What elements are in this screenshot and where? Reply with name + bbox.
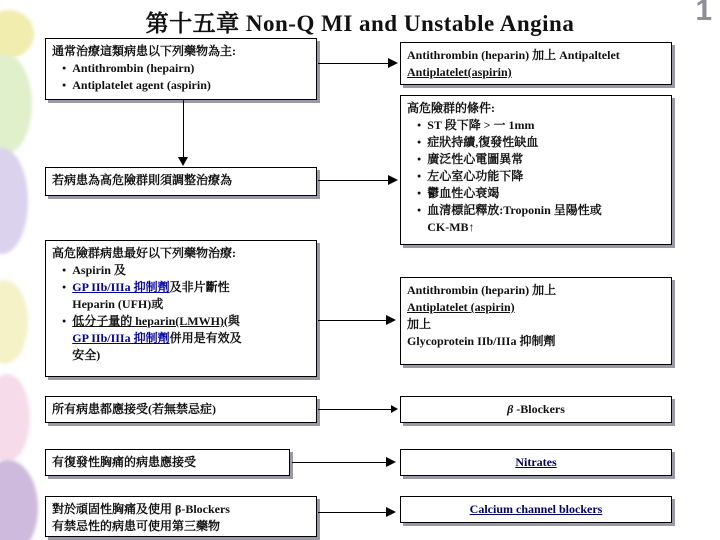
box-text: -Blockers: [513, 402, 565, 416]
right-box-nitrates: [400, 449, 672, 476]
arrowhead-down-icon: [178, 157, 188, 166]
bullet-icon: ●: [417, 189, 422, 197]
left-box-standard-treatment: [45, 38, 317, 100]
connector-line: [183, 100, 184, 157]
list-item: [407, 202, 665, 236]
connector-line: [292, 462, 386, 463]
box-text-line: 有禁忌性的病患可使用第三藥物: [52, 519, 221, 533]
calcium-channel-blockers-link[interactable]: Calcium channel blockers: [469, 502, 603, 516]
bullet-line: CK-MB↑: [427, 220, 475, 234]
slide-title: 第十五章 Non-Q MI and Unstable Angina: [145, 11, 575, 36]
bullet-text: 症狀持續,復發性缺血: [427, 135, 539, 149]
decorative-ellipse-green: [0, 54, 32, 154]
box-text: 所有病患都應接受(若無禁忌症): [52, 402, 216, 416]
list-item: [407, 151, 665, 168]
decorative-ellipse-purple: [0, 148, 28, 254]
box-text-line: [407, 299, 665, 316]
bullet-text: Aspirin 及: [72, 263, 126, 277]
arrowhead-right-icon: [388, 58, 398, 68]
connector-line: [318, 180, 388, 181]
bullet-icon: ●: [417, 138, 422, 146]
arrowhead-right-icon: [386, 315, 396, 325]
antiplatelet-link[interactable]: Antiplatelet(aspirin): [407, 65, 512, 79]
list-item: [52, 60, 310, 77]
bullet-text: ST 段下降 > 一 1mm: [427, 118, 535, 132]
right-box-triple-therapy: [400, 277, 672, 365]
arrowhead-right-icon: [386, 507, 396, 517]
bullet-icon: ●: [62, 266, 67, 274]
bullet-line: Heparin (UFH)或: [72, 297, 164, 311]
list-item: [52, 279, 310, 313]
box-text: 有復發性胸痛的病患應接受: [52, 455, 197, 469]
antiplatelet-link[interactable]: Antiplatelet (aspirin): [407, 300, 515, 314]
bullet-line: [72, 313, 310, 330]
bullet-icon: ●: [62, 283, 67, 291]
bullet-icon: ●: [62, 81, 67, 89]
beta-symbol: β: [507, 402, 514, 416]
left-box-all-patients: [45, 396, 317, 423]
bullet-text: [72, 313, 310, 364]
list-item: [407, 117, 665, 134]
bullet-text: 鬱血性心衰竭: [427, 186, 500, 200]
list-item: [407, 168, 665, 185]
lmwh-link[interactable]: 低分子量的 heparin(LMWH): [72, 314, 224, 328]
decorative-ellipse-pink: [0, 374, 30, 462]
bullet-line-rest: 併用是有效及: [169, 331, 242, 345]
box-text-line: 對於頑固性胸痛及使用 β-Blockers: [52, 502, 230, 516]
bullet-text: [72, 279, 310, 313]
arrowhead-right-icon: [388, 175, 398, 185]
decorative-ellipse-violet: [0, 460, 38, 540]
list-item: [407, 185, 665, 202]
gp-iib-iiia-link[interactable]: GP IIb/IIIa 抑制劑: [72, 280, 170, 294]
bullet-text: Antiplatelet agent (aspirin): [72, 78, 211, 92]
list-item: [52, 313, 310, 364]
slide-number: 1: [695, 0, 712, 27]
bullet-icon: ●: [62, 317, 67, 325]
bullet-text: Antithrombin (hepairn): [72, 61, 195, 75]
gp-iib-iiia-link[interactable]: GP IIb/IIIa 抑制劑: [72, 331, 170, 345]
arrowhead-right-icon: [386, 457, 396, 467]
box-heading: 高危險群的條件:: [407, 101, 495, 115]
bullet-icon: ●: [417, 172, 422, 180]
right-box-calcium-channel-blockers: [400, 496, 672, 523]
list-item: [52, 262, 310, 279]
bullet-icon: ●: [62, 64, 67, 72]
box-text-line: Antithrombin (heparin) 加上 Antipaltelet: [407, 48, 620, 62]
connector-line: [318, 320, 386, 321]
arrowhead-right-icon: [391, 405, 398, 413]
connector-line: [318, 409, 392, 410]
list-item: [407, 134, 665, 151]
box-text-line: Antithrombin (heparin) 加上: [407, 283, 557, 297]
nitrates-link[interactable]: Nitrates: [515, 455, 557, 469]
box-text-line: Glycoprotein IIb/IIIa 抑制劑: [407, 334, 556, 348]
left-box-high-risk-adjust: [45, 167, 317, 196]
box-text-line: [407, 64, 665, 81]
bullet-text: 左心室心功能下降: [427, 169, 524, 183]
bullet-text: [427, 202, 665, 236]
right-box-high-risk-criteria: [400, 95, 672, 245]
connector-line: [318, 63, 388, 64]
bullet-line-rest: 及非片斷性: [169, 280, 230, 294]
bullet-icon: ●: [417, 155, 422, 163]
decorative-ellipse-cream: [0, 280, 28, 364]
right-box-antithrombin-antiplatelet: [400, 42, 672, 85]
box-text: 若病患為高危險群則須調整治療為: [52, 173, 233, 187]
left-box-high-risk-treatment: [45, 240, 317, 377]
box-heading: 通常治療這類病患以下列藥物為主:: [52, 44, 236, 58]
bullet-line: [72, 279, 310, 296]
list-item: [52, 77, 310, 94]
left-box-recurrent-chest-pain: [45, 449, 290, 476]
left-box-refractory-pain: [45, 496, 317, 537]
connector-line: [318, 512, 386, 513]
box-heading: 高危險群病患最好以下列藥物治療:: [52, 246, 236, 260]
bullet-line: [72, 330, 310, 347]
bullet-icon: ●: [417, 206, 422, 214]
bullet-line: 安全): [72, 348, 101, 362]
right-box-beta-blockers: [400, 396, 672, 423]
bullet-line-rest: (與: [223, 314, 240, 328]
bullet-line: 血清標記釋放:Troponin 呈陽性或: [427, 203, 602, 217]
bullet-text: 廣泛性心電圖異常: [427, 152, 524, 166]
box-text-line: 加上: [407, 317, 432, 331]
bullet-icon: ●: [417, 121, 422, 129]
